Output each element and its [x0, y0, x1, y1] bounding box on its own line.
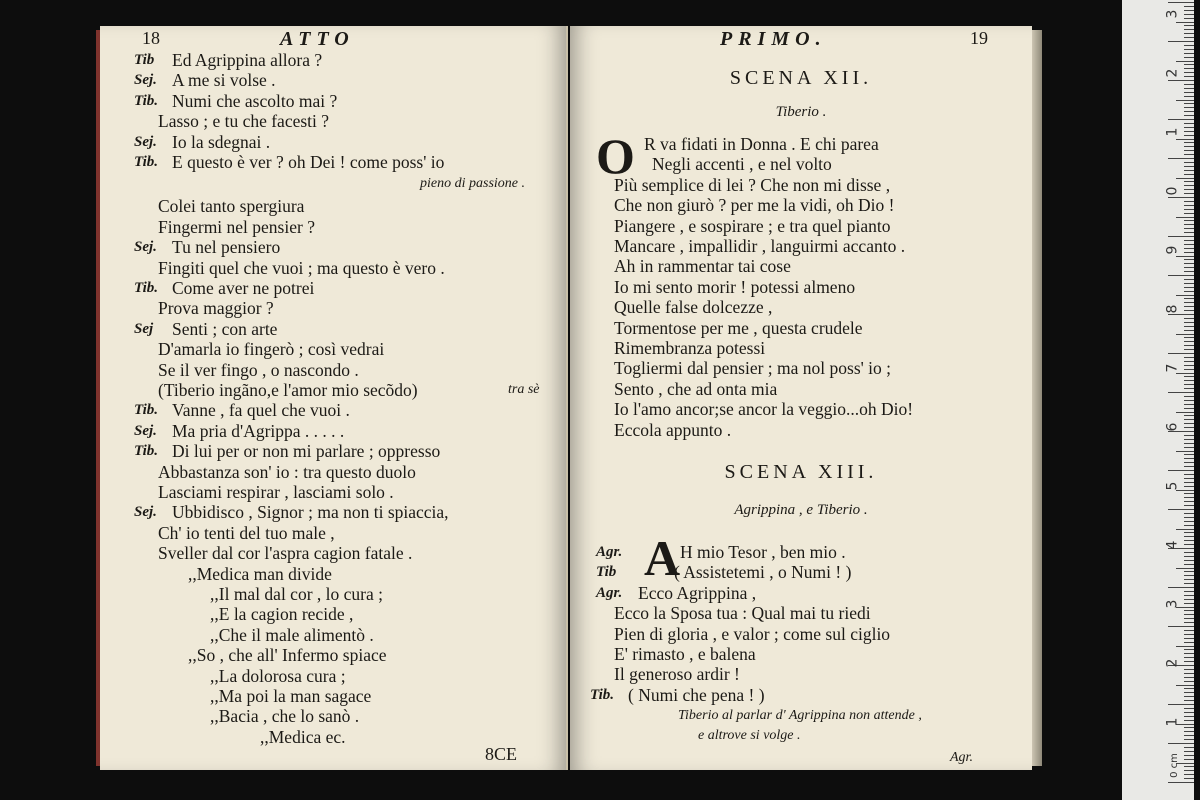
ruler-tick: [1184, 747, 1194, 748]
ruler-tick: [1168, 275, 1194, 276]
verse-line: Pien di gloria , e valor ; come sul ciglio: [614, 623, 891, 644]
ruler-label: 2: [1164, 658, 1181, 668]
verse-line: R va fidati in Donna . E chi parea: [644, 134, 879, 154]
ruler-tick: [1176, 61, 1194, 62]
ruler-tick: [1184, 92, 1194, 93]
speaker-label: Agr.: [596, 544, 623, 560]
verse-line: A me si volse .: [172, 70, 276, 91]
ruler-tick: [1176, 334, 1194, 335]
ruler-tick: [1184, 232, 1194, 233]
ruler-tick: [1184, 84, 1194, 85]
ruler-tick: [1184, 478, 1194, 479]
ruler-tick: [1184, 248, 1194, 249]
ruler-tick: [1184, 37, 1194, 38]
ruler-tick: [1184, 271, 1194, 272]
verse-line: Io mi sento morir ! potessi almeno: [614, 276, 856, 297]
ruler-tick: [1184, 583, 1194, 584]
ruler-tick: [1184, 731, 1194, 732]
verse-line: Mancare , impallidir , languirmi accanto .: [614, 236, 906, 256]
ruler-tick: [1176, 139, 1194, 140]
ruler-tick: [1184, 497, 1194, 498]
ruler-tick: [1184, 427, 1194, 428]
verse-line: Ch' io tenti del tuo male ,: [158, 522, 335, 543]
verse-line: ,,Medica man divide: [188, 563, 332, 584]
ruler-tick: [1184, 696, 1194, 697]
ruler-tick: [1184, 10, 1194, 11]
ruler-tick: [1184, 727, 1194, 728]
verse-line: Togliermi dal pensier ; ma nol poss' io ;: [614, 358, 892, 379]
ruler-tick: [1184, 376, 1194, 377]
ruler-tick: [1184, 185, 1194, 186]
left-running-head: ATTO: [280, 28, 355, 50]
ruler-tick: [1184, 735, 1194, 736]
ruler-tick: [1184, 599, 1194, 600]
ruler-tick: [1184, 774, 1194, 775]
ruler-label: 2: [1164, 68, 1181, 78]
ruler-tick: [1184, 337, 1194, 338]
scene-12-title: SCENA XII.: [729, 67, 873, 89]
verse-line: H mio Tesor , ben mio .: [680, 542, 846, 562]
ruler-tick: [1184, 458, 1194, 459]
left-page: [100, 26, 568, 770]
ruler-tick: [1184, 209, 1194, 210]
verse-line: ,,Il mal dal cor , lo cura ;: [210, 584, 383, 604]
ruler-tick: [1184, 228, 1194, 229]
verse-line: Fingermi nel pensier ?: [158, 216, 315, 237]
ruler-tick: [1184, 751, 1194, 752]
verse-line: Se il ver fingo , o nascondo .: [158, 359, 359, 380]
ruler-tick: [1184, 189, 1194, 190]
ruler-tick: [1168, 158, 1194, 159]
ruler-tick: [1184, 25, 1194, 26]
scene-13-drop-cap: A: [644, 530, 681, 586]
verse-line: ,,E la cagion recide ,: [210, 604, 354, 625]
ruler-tick: [1168, 80, 1194, 81]
ruler-tick: [1184, 708, 1194, 709]
ruler-tick: [1184, 279, 1194, 280]
verse-line: Fingiti quel che vuoi ; ma questo è vero .: [158, 257, 445, 278]
ruler-tick: [1184, 739, 1194, 740]
ruler-tick: [1184, 564, 1194, 565]
speaker-label: Sej: [134, 320, 154, 337]
ruler-tick: [1168, 782, 1194, 783]
stage-direction: tra sè: [508, 382, 540, 397]
ruler-label: 3: [1164, 9, 1181, 19]
verse-line: Ubbidisco , Signor ; ma non ti spiaccia,: [172, 502, 449, 523]
ruler-tick: [1184, 447, 1194, 448]
ruler-tick: [1184, 240, 1194, 241]
ruler-tick: [1168, 2, 1194, 3]
ruler-label: 1: [1164, 717, 1181, 727]
ruler-tick: [1184, 369, 1194, 370]
ruler-tick: [1184, 302, 1194, 303]
ruler-tick: [1184, 150, 1194, 151]
ruler-tick: [1184, 443, 1194, 444]
ruler-tick: [1184, 162, 1194, 163]
ruler-tick: [1184, 755, 1194, 756]
ruler-tick: [1184, 396, 1194, 397]
verse-line: ,,Bacia , che lo sanò .: [210, 706, 360, 727]
ruler-tick: [1184, 720, 1194, 721]
ruler-tick: [1184, 318, 1194, 319]
speaker-label: Tib.: [134, 154, 159, 170]
ruler-tick: [1184, 618, 1194, 619]
ruler-tick: [1184, 170, 1194, 171]
ruler-tick: [1184, 595, 1194, 596]
ruler-tick: [1168, 353, 1194, 354]
ruler-tick: [1184, 474, 1194, 475]
ruler-tick: [1184, 610, 1194, 611]
ruler-tick: [1184, 306, 1194, 307]
ruler-tick: [1184, 330, 1194, 331]
ruler-tick: [1176, 22, 1194, 23]
ruler-tick: [1184, 181, 1194, 182]
verse-line: Abbastanza son' io : tra questo duolo: [158, 461, 416, 482]
ruler-label: 7: [1164, 363, 1181, 373]
verse-line: Vanne , fa quel che vuoi .: [172, 400, 350, 421]
ruler-tick: [1184, 349, 1194, 350]
ruler-tick: [1184, 244, 1194, 245]
verse-line: Di lui per or non mi parlare ; oppresso: [172, 441, 441, 462]
ruler-tick: [1184, 107, 1194, 108]
ruler-tick: [1176, 100, 1194, 101]
ruler-tick: [1184, 224, 1194, 225]
verse-line: Io l'amo ancor;se ancor la veggio...oh Dio!: [614, 399, 914, 420]
verse-line: Negli accenti , e nel volto: [652, 154, 832, 175]
ruler-label: 3: [1164, 599, 1181, 609]
verse-line: Ecco Agrippina ,: [638, 582, 757, 603]
speaker-label: Tib: [596, 564, 617, 581]
ruler-tick: [1184, 716, 1194, 717]
ruler-tick: [1184, 622, 1194, 623]
ruler-tick: [1184, 68, 1194, 69]
right-catchword: Agr.: [950, 750, 973, 765]
ruler-tick: [1184, 532, 1194, 533]
verse-line: Quelle false dolcezze ,: [614, 297, 773, 318]
ruler-tick: [1184, 384, 1194, 385]
speaker-label: Tib.: [134, 280, 159, 296]
ruler-label: 4: [1164, 540, 1181, 550]
ruler-tick: [1184, 778, 1194, 779]
verse-line: Piangere , e sospirare ; e tra quel pianto: [614, 215, 891, 236]
ruler-tick: [1168, 509, 1194, 510]
ruler-tick: [1184, 127, 1194, 128]
ruler-tick: [1184, 669, 1194, 670]
ruler-tick: [1184, 326, 1194, 327]
ruler-tick: [1184, 361, 1194, 362]
ruler-tick: [1184, 29, 1194, 30]
ruler-tick: [1184, 630, 1194, 631]
speaker-label: Sej.: [134, 239, 157, 256]
ruler-tick: [1184, 64, 1194, 65]
ruler-tick: [1184, 205, 1194, 206]
ruler-tick: [1184, 115, 1194, 116]
verse-line: Più semplice di lei ? Che non mi disse ,: [614, 174, 891, 195]
stage-direction-2: e altrove si volge .: [698, 728, 801, 743]
ruler-tick: [1184, 142, 1194, 143]
ruler-tick: [1184, 146, 1194, 147]
ruler-tick: [1184, 357, 1194, 358]
ruler-tick: [1184, 482, 1194, 483]
scene-13-characters: Agrippina , e Tiberio .: [734, 502, 868, 518]
ruler-label: 5: [1164, 481, 1181, 491]
speaker-label: Sej.: [134, 504, 157, 521]
ruler-tick: [1176, 256, 1194, 257]
ruler-tick: [1184, 435, 1194, 436]
ruler-tick: [1176, 529, 1194, 530]
ruler-tick: [1184, 259, 1194, 260]
ruler-tick: [1176, 295, 1194, 296]
verse-line: Il generoso ardir !: [614, 664, 740, 685]
ruler-tick: [1184, 322, 1194, 323]
ruler-tick: [1168, 314, 1194, 315]
ruler-label: 0: [1164, 186, 1181, 196]
scene-12-character: Tiberio .: [775, 104, 827, 120]
ruler-tick: [1184, 423, 1194, 424]
ruler-tick: [1168, 197, 1194, 198]
ruler-tick: [1184, 76, 1194, 77]
ruler-tick: [1184, 677, 1194, 678]
ruler-tick: [1184, 154, 1194, 155]
ruler-tick: [1184, 53, 1194, 54]
right-page-number: 19: [970, 28, 988, 48]
ruler-tick: [1184, 517, 1194, 518]
ruler-tick: [1184, 103, 1194, 104]
ruler-tick: [1184, 466, 1194, 467]
speaker-label: Sej.: [134, 422, 157, 439]
ruler-tick: [1184, 380, 1194, 381]
speaker-label: Agr.: [596, 584, 623, 601]
left-page-number: 18: [142, 28, 160, 48]
verse-line: Lasso ; e tu che facesti ?: [158, 111, 330, 132]
ruler-tick: [1176, 685, 1194, 686]
ruler-tick: [1184, 439, 1194, 440]
ruler-tick: [1168, 743, 1194, 744]
right-page: [570, 26, 1032, 770]
ruler-tick: [1184, 575, 1194, 576]
ruler-tick: [1184, 552, 1194, 553]
ruler-tick: [1184, 712, 1194, 713]
ruler-tick: [1184, 213, 1194, 214]
ruler-tick: [1184, 692, 1194, 693]
ruler-label: 9: [1164, 245, 1181, 255]
ruler-tick: [1184, 571, 1194, 572]
ruler-tick: [1184, 544, 1194, 545]
stage-direction-1: Tiberio al parlar d' Agrippina non attende ,: [678, 708, 922, 723]
ruler-tick: [1184, 603, 1194, 604]
ruler-tick: [1184, 283, 1194, 284]
ruler-tick: [1184, 404, 1194, 405]
speaker-label: Tib.: [134, 92, 159, 109]
verse-line: ,,So , che all' Infermo spiace: [188, 645, 387, 666]
ruler-tick: [1176, 646, 1194, 647]
ruler-tick: [1184, 614, 1194, 615]
ruler-tick: [1184, 634, 1194, 635]
speaker-label: Sej.: [134, 133, 157, 150]
ruler-tick: [1184, 501, 1194, 502]
verse-line: ( Assistetemi , o Numi ! ): [674, 562, 852, 583]
ruler-tick: [1168, 392, 1194, 393]
ruler-tick: [1176, 412, 1194, 413]
ruler-tick: [1184, 493, 1194, 494]
ruler-tick: [1184, 415, 1194, 416]
ruler-tick: [1184, 540, 1194, 541]
ruler-tick: [1184, 513, 1194, 514]
verse-line: Prova maggior ?: [158, 298, 274, 319]
right-running-head: PRIMO.: [720, 28, 827, 50]
verse-line: Ecco la Sposa tua : Qual mai tu riedi: [614, 603, 871, 624]
verse-line: Rimembranza potessi: [614, 338, 766, 358]
ruler-tick: [1184, 536, 1194, 537]
ruler-tick: [1184, 657, 1194, 658]
ruler-tick: [1184, 638, 1194, 639]
speaker-label: Sej.: [134, 72, 157, 89]
verse-line: D'amarla io fingerò ; così vedrai: [158, 339, 385, 360]
verse-line: Ah in rammentar tai cose: [614, 256, 791, 277]
ruler-tick: [1176, 451, 1194, 452]
ruler-tick: [1168, 704, 1194, 705]
ruler-tick: [1184, 688, 1194, 689]
ruler-tick: [1184, 193, 1194, 194]
ruler-tick: [1184, 454, 1194, 455]
ruler-tick: [1184, 579, 1194, 580]
ruler-tick: [1184, 673, 1194, 674]
ruler-tick: [1168, 587, 1194, 588]
ruler-tick: [1184, 131, 1194, 132]
ruler-tick: [1184, 174, 1194, 175]
ruler-tick: [1176, 217, 1194, 218]
ruler-tick: [1184, 14, 1194, 15]
verse-line: E' rimasto , e balena: [614, 644, 756, 664]
verse-line: ,,Medica ec.: [260, 726, 346, 747]
ruler-tick: [1184, 49, 1194, 50]
ruler-tick: [1184, 365, 1194, 366]
speaker-label: Tib.: [134, 402, 159, 419]
ruler-tick: [1184, 766, 1194, 767]
ruler-tick: [1184, 759, 1194, 760]
verse-line: E questo è ver ? oh Dei ! come poss' io: [172, 152, 445, 172]
verse-line: Numi che ascolto mai ?: [172, 90, 338, 111]
ruler-tick: [1184, 291, 1194, 292]
ruler-tick: [1168, 236, 1194, 237]
ruler-tick: [1176, 568, 1194, 569]
ruler-tick: [1184, 388, 1194, 389]
ruler-tick: [1184, 57, 1194, 58]
speaker-label: Tib.: [590, 686, 615, 703]
ruler-tick: [1184, 591, 1194, 592]
verse-line: Sveller dal cor l'aspra cagion fatale .: [158, 543, 413, 564]
ruler-tick: [1184, 700, 1194, 701]
verse-line: Sento , che ad onta mia: [614, 378, 778, 399]
verse-line: Senti ; con arte: [172, 318, 278, 339]
ruler-tick: [1184, 653, 1194, 654]
left-catchword: 8CE: [485, 744, 518, 764]
ruler-tick: [1184, 263, 1194, 264]
ruler-tick: [1184, 72, 1194, 73]
ruler-tick: [1184, 220, 1194, 221]
ruler-tick: [1184, 166, 1194, 167]
verse-line: Tormentose per me , questa crudele: [614, 317, 863, 338]
ruler-label: 6: [1164, 422, 1181, 432]
ruler-tick: [1184, 310, 1194, 311]
verse-line: ,,La dolorosa cura ;: [210, 665, 346, 686]
ruler-tick: [1184, 525, 1194, 526]
speaker-label: Tib.: [134, 443, 159, 460]
ruler-tick: [1184, 6, 1194, 7]
ruler-unit: 0 cm: [1168, 753, 1180, 778]
ruler-tick: [1184, 298, 1194, 299]
scene-12-drop-cap: O: [596, 128, 635, 184]
verse-line: Che non giurò ? per me la vidi, oh Dio !: [614, 195, 895, 216]
ruler-tick: [1184, 649, 1194, 650]
ruler-tick: [1176, 178, 1194, 179]
ruler-tick: [1184, 419, 1194, 420]
ruler-tick: [1184, 521, 1194, 522]
ruler-tick: [1184, 88, 1194, 89]
ruler-tick: [1168, 41, 1194, 42]
verse-line: Ed Agrippina allora ?: [172, 50, 323, 70]
ruler-tick: [1184, 33, 1194, 34]
verse-line: Eccola appunto .: [614, 419, 732, 440]
ruler-tick: [1168, 119, 1194, 120]
ruler-tick: [1184, 486, 1194, 487]
ruler-tick: [1184, 345, 1194, 346]
ruler-tick: [1184, 681, 1194, 682]
ruler-tick: [1184, 123, 1194, 124]
ruler-tick: [1184, 201, 1194, 202]
ruler-tick: [1184, 770, 1194, 771]
ruler-tick: [1184, 252, 1194, 253]
ruler-label: 1: [1164, 127, 1181, 137]
verse-line: Tu nel pensiero: [172, 237, 281, 258]
ruler-tick: [1184, 341, 1194, 342]
verse-line: (Tiberio ingãno,e l'amor mio secõdo): [158, 380, 418, 400]
ruler-tick: [1184, 661, 1194, 662]
ruler-tick: [1184, 400, 1194, 401]
ruler-tick: [1184, 556, 1194, 557]
ruler-tick: [1184, 287, 1194, 288]
ruler-tick: [1184, 642, 1194, 643]
verse-line: Ma pria d'Agrippa . . . . .: [172, 420, 345, 441]
ruler-tick: [1184, 111, 1194, 112]
ruler-tick: [1184, 96, 1194, 97]
ruler-tick: [1176, 373, 1194, 374]
speaker-label: Tib: [134, 52, 155, 68]
ruler-tick: [1184, 505, 1194, 506]
ruler-tick: [1168, 470, 1194, 471]
verse-line: Io la sdegnai .: [172, 131, 271, 152]
ruler-tick: [1168, 626, 1194, 627]
measuring-ruler: [1122, 0, 1194, 800]
ruler-tick: [1184, 45, 1194, 46]
verse-line: ,,Che il male alimentò .: [210, 624, 374, 645]
stage-direction: pieno di passione .: [420, 176, 525, 192]
verse-line: Come aver ne potrei: [172, 278, 315, 298]
ruler-label: 8: [1164, 304, 1181, 314]
verse-line: ( Numi che pena ! ): [628, 684, 765, 705]
ruler-tick: [1184, 408, 1194, 409]
verse-line: Lasciami respirar , lasciami solo .: [158, 482, 394, 502]
verse-line: Colei tanto spergiura: [158, 196, 305, 217]
ruler-tick: [1184, 462, 1194, 463]
ruler-tick: [1184, 560, 1194, 561]
ruler-tick: [1184, 18, 1194, 19]
ruler-tick: [1184, 267, 1194, 268]
scene-13-title: SCENA XIII.: [724, 461, 878, 483]
ruler-tick: [1184, 135, 1194, 136]
verse-line: ,,Ma poi la man sagace: [210, 686, 372, 706]
